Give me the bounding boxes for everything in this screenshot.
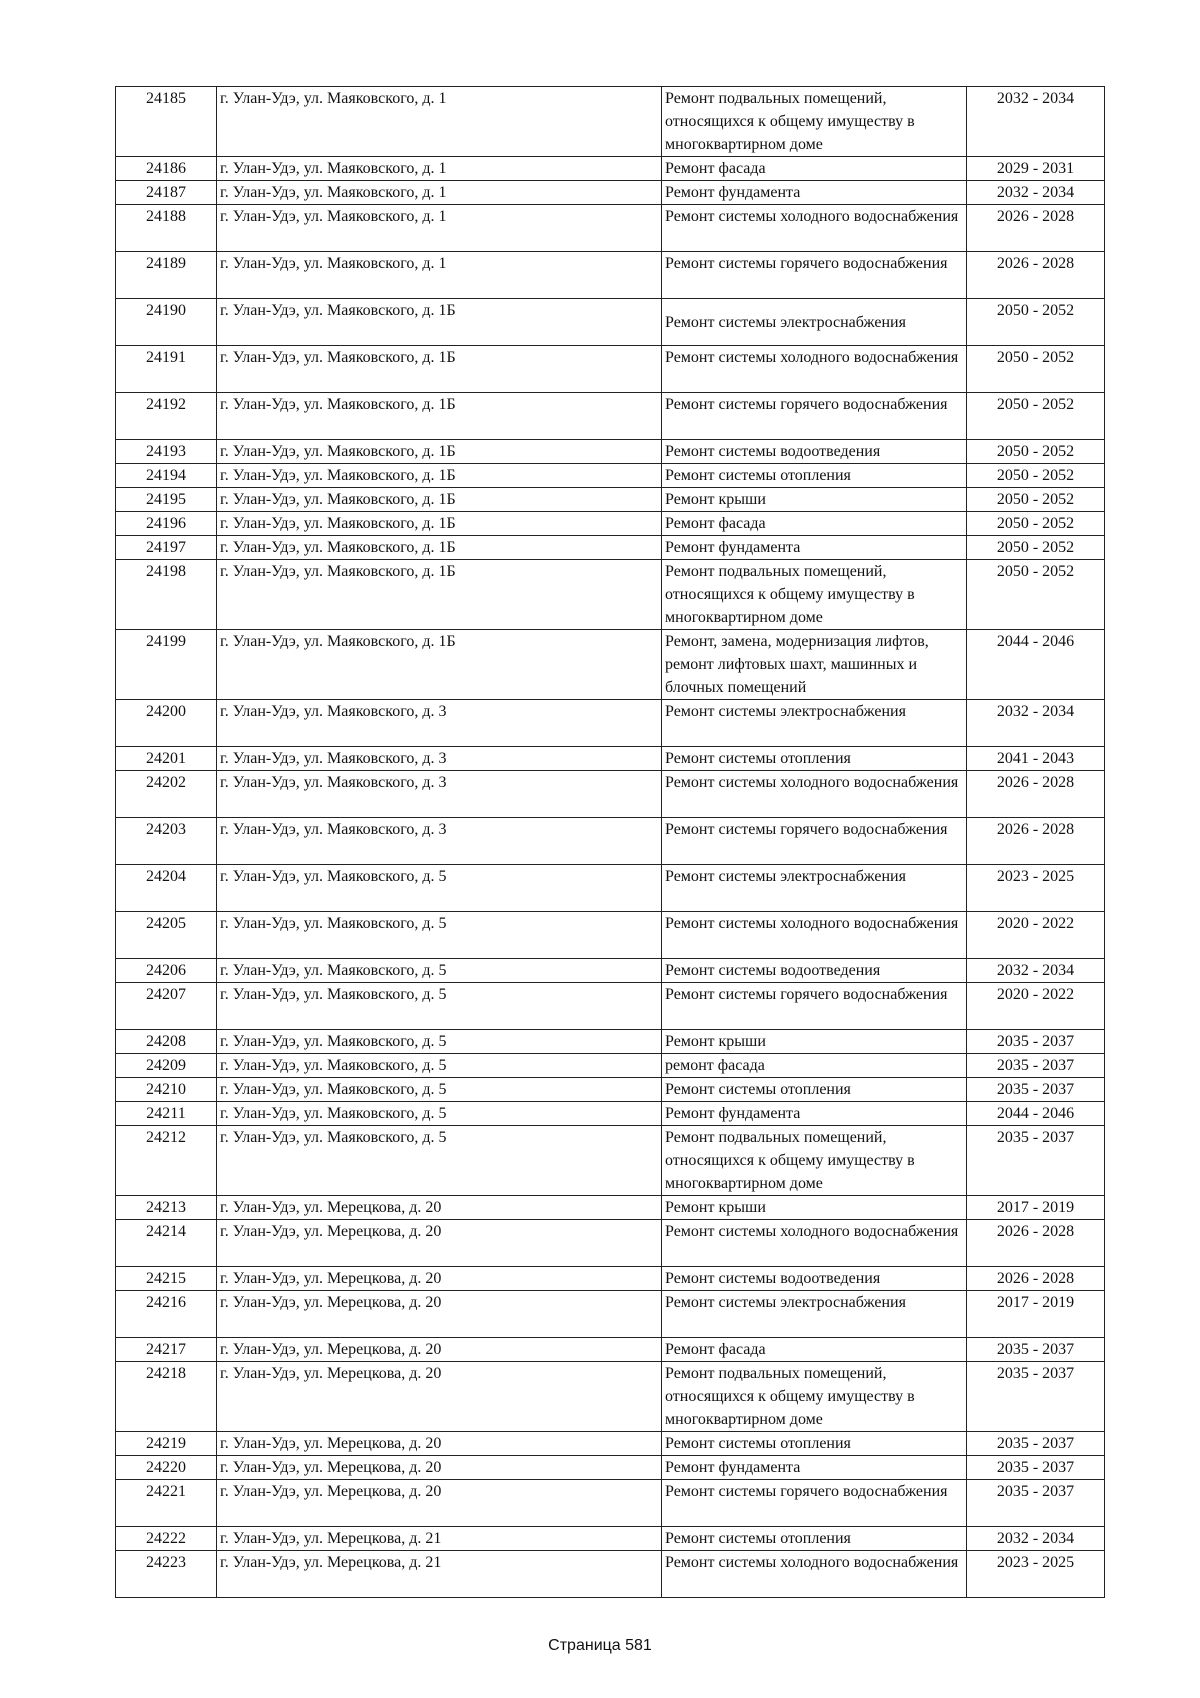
row-address-cell: г. Улан-Удэ, ул. Маяковского, д. 5 (217, 865, 662, 912)
row-id-cell: 24196 (116, 512, 217, 536)
row-address-cell: г. Улан-Удэ, ул. Мерецкова, д. 20 (217, 1291, 662, 1338)
row-work-cell: Ремонт фундамента (662, 1456, 967, 1480)
table-row (116, 1432, 1105, 1456)
table-row (116, 959, 1105, 983)
row-id-cell: 24221 (116, 1480, 217, 1527)
row-work-cell: Ремонт крыши (662, 1030, 967, 1054)
row-period-cell: 2044 - 2046 (967, 630, 1105, 700)
row-id-cell: 24211 (116, 1102, 217, 1126)
row-address-cell: г. Улан-Удэ, ул. Маяковского, д. 1Б (217, 464, 662, 488)
row-id-cell: 24200 (116, 700, 217, 747)
row-work-cell: Ремонт системы горячего водоснабжения (662, 1480, 967, 1527)
row-address-cell: г. Улан-Удэ, ул. Мерецкова, д. 20 (217, 1362, 662, 1432)
table-row (116, 393, 1105, 440)
row-period-cell: 2035 - 2037 (967, 1054, 1105, 1078)
row-work-cell: Ремонт системы водоотведения (662, 959, 967, 983)
row-address-cell: г. Улан-Удэ, ул. Маяковского, д. 1 (217, 181, 662, 205)
row-id-cell: 24208 (116, 1030, 217, 1054)
row-work-cell: Ремонт системы отопления (662, 747, 967, 771)
row-work-cell: Ремонт подвальных помещений, относящихся к общему имуществу в многоквартирном доме (662, 87, 967, 157)
row-address-cell: г. Улан-Удэ, ул. Мерецкова, д. 20 (217, 1338, 662, 1362)
row-id-cell: 24207 (116, 983, 217, 1030)
row-id-cell: 24209 (116, 1054, 217, 1078)
row-work-cell: Ремонт системы холодного водоснабжения (662, 771, 967, 818)
row-address-cell: г. Улан-Удэ, ул. Маяковского, д. 3 (217, 747, 662, 771)
row-work-cell: Ремонт фасада (662, 1338, 967, 1362)
table-row (116, 1078, 1105, 1102)
row-period-cell: 2050 - 2052 (967, 536, 1105, 560)
row-work-cell: ремонт фасада (662, 1054, 967, 1078)
row-address-cell: г. Улан-Удэ, ул. Маяковского, д. 1 (217, 157, 662, 181)
table-row (116, 1102, 1105, 1126)
row-id-cell: 24214 (116, 1220, 217, 1267)
row-work-cell: Ремонт фасада (662, 512, 967, 536)
table-body (116, 87, 1105, 1598)
row-id-cell: 24217 (116, 1338, 217, 1362)
row-work-cell: Ремонт системы электроснабжения (662, 865, 967, 912)
row-work-cell: Ремонт фундамента (662, 536, 967, 560)
row-period-cell: 2050 - 2052 (967, 393, 1105, 440)
row-period-cell: 2026 - 2028 (967, 1267, 1105, 1291)
row-address-cell: г. Улан-Удэ, ул. Маяковского, д. 5 (217, 1102, 662, 1126)
row-address-cell: г. Улан-Удэ, ул. Маяковского, д. 1Б (217, 512, 662, 536)
row-id-cell: 24192 (116, 393, 217, 440)
row-address-cell: г. Улан-Удэ, ул. Маяковского, д. 5 (217, 959, 662, 983)
row-period-cell: 2050 - 2052 (967, 346, 1105, 393)
table-row (116, 440, 1105, 464)
row-work-cell: Ремонт фундамента (662, 1102, 967, 1126)
row-work-cell: Ремонт, замена, модернизация лифтов, ремонт лифтовых шахт, машинных и блочных помещений (662, 630, 967, 700)
row-work-cell: Ремонт системы холодного водоснабжения (662, 1220, 967, 1267)
row-period-cell: 2035 - 2037 (967, 1338, 1105, 1362)
row-work-cell: Ремонт системы отопления (662, 464, 967, 488)
row-address-cell: г. Улан-Удэ, ул. Маяковского, д. 1 (217, 205, 662, 252)
table-row (116, 912, 1105, 959)
table-row (116, 1338, 1105, 1362)
row-address-cell: г. Улан-Удэ, ул. Маяковского, д. 1Б (217, 440, 662, 464)
row-address-cell: г. Улан-Удэ, ул. Маяковского, д. 5 (217, 1030, 662, 1054)
table-row (116, 1220, 1105, 1267)
row-address-cell: г. Улан-Удэ, ул. Маяковского, д. 5 (217, 1126, 662, 1196)
row-period-cell: 2035 - 2037 (967, 1480, 1105, 1527)
row-work-cell: Ремонт подвальных помещений, относящихся к общему имуществу в многоквартирном доме (662, 1362, 967, 1432)
row-period-cell: 2050 - 2052 (967, 560, 1105, 630)
row-id-cell: 24222 (116, 1527, 217, 1551)
table-row (116, 1362, 1105, 1432)
table-row (116, 252, 1105, 299)
row-address-cell: г. Улан-Удэ, ул. Маяковского, д. 1 (217, 252, 662, 299)
table-row (116, 1527, 1105, 1551)
row-id-cell: 24186 (116, 157, 217, 181)
row-address-cell: г. Улан-Удэ, ул. Маяковского, д. 1Б (217, 346, 662, 393)
row-work-cell: Ремонт системы водоотведения (662, 1267, 967, 1291)
row-id-cell: 24199 (116, 630, 217, 700)
table-row (116, 630, 1105, 700)
row-id-cell: 24213 (116, 1196, 217, 1220)
row-id-cell: 24204 (116, 865, 217, 912)
table-row (116, 700, 1105, 747)
row-period-cell: 2023 - 2025 (967, 1551, 1105, 1598)
row-id-cell: 24195 (116, 488, 217, 512)
row-work-cell: Ремонт системы отопления (662, 1432, 967, 1456)
row-address-cell: г. Улан-Удэ, ул. Маяковского, д. 1 (217, 87, 662, 157)
row-work-cell: Ремонт фундамента (662, 181, 967, 205)
row-id-cell: 24189 (116, 252, 217, 299)
table-row (116, 1126, 1105, 1196)
row-work-cell: Ремонт системы электроснабжения (662, 700, 967, 747)
row-address-cell: г. Улан-Удэ, ул. Маяковского, д. 5 (217, 1054, 662, 1078)
row-address-cell: г. Улан-Удэ, ул. Маяковского, д. 3 (217, 700, 662, 747)
row-period-cell: 2044 - 2046 (967, 1102, 1105, 1126)
row-period-cell: 2026 - 2028 (967, 252, 1105, 299)
row-period-cell: 2035 - 2037 (967, 1078, 1105, 1102)
row-id-cell: 24194 (116, 464, 217, 488)
row-address-cell: г. Улан-Удэ, ул. Маяковского, д. 5 (217, 983, 662, 1030)
row-work-cell: Ремонт системы водоотведения (662, 440, 967, 464)
row-id-cell: 24188 (116, 205, 217, 252)
row-id-cell: 24219 (116, 1432, 217, 1456)
row-work-cell: Ремонт крыши (662, 488, 967, 512)
row-work-cell: Ремонт подвальных помещений, относящихся к общему имуществу в многоквартирном доме (662, 1126, 967, 1196)
page-number: Страница 581 (548, 1637, 652, 1654)
row-id-cell: 24220 (116, 1456, 217, 1480)
table-row (116, 560, 1105, 630)
row-period-cell: 2050 - 2052 (967, 488, 1105, 512)
row-period-cell: 2032 - 2034 (967, 959, 1105, 983)
row-work-cell: Ремонт системы холодного водоснабжения (662, 912, 967, 959)
row-address-cell: г. Улан-Удэ, ул. Маяковского, д. 1Б (217, 536, 662, 560)
row-address-cell: г. Улан-Удэ, ул. Маяковского, д. 3 (217, 818, 662, 865)
row-id-cell: 24216 (116, 1291, 217, 1338)
row-period-cell: 2050 - 2052 (967, 464, 1105, 488)
row-period-cell: 2050 - 2052 (967, 440, 1105, 464)
row-period-cell: 2035 - 2037 (967, 1432, 1105, 1456)
row-id-cell: 24223 (116, 1551, 217, 1598)
row-period-cell: 2035 - 2037 (967, 1456, 1105, 1480)
row-id-cell: 24202 (116, 771, 217, 818)
row-work-cell: Ремонт системы горячего водоснабжения (662, 393, 967, 440)
row-address-cell: г. Улан-Удэ, ул. Мерецкова, д. 21 (217, 1527, 662, 1551)
table-row (116, 818, 1105, 865)
row-address-cell: г. Улан-Удэ, ул. Маяковского, д. 3 (217, 771, 662, 818)
row-id-cell: 24210 (116, 1078, 217, 1102)
row-period-cell: 2026 - 2028 (967, 771, 1105, 818)
row-work-cell: Ремонт системы горячего водоснабжения (662, 983, 967, 1030)
table-row (116, 1480, 1105, 1527)
table-row (116, 87, 1105, 157)
row-period-cell: 2026 - 2028 (967, 205, 1105, 252)
row-period-cell: 2026 - 2028 (967, 818, 1105, 865)
row-id-cell: 24212 (116, 1126, 217, 1196)
table-row (116, 536, 1105, 560)
row-address-cell: г. Улан-Удэ, ул. Мерецкова, д. 21 (217, 1551, 662, 1598)
row-address-cell: г. Улан-Удэ, ул. Мерецкова, д. 20 (217, 1220, 662, 1267)
row-address-cell: г. Улан-Удэ, ул. Маяковского, д. 5 (217, 912, 662, 959)
row-work-cell: Ремонт системы электроснабжения (662, 1291, 967, 1338)
row-address-cell: г. Улан-Удэ, ул. Мерецкова, д. 20 (217, 1267, 662, 1291)
table-row (116, 346, 1105, 393)
row-id-cell: 24197 (116, 536, 217, 560)
row-period-cell: 2023 - 2025 (967, 865, 1105, 912)
row-address-cell: г. Улан-Удэ, ул. Маяковского, д. 1Б (217, 630, 662, 700)
row-id-cell: 24190 (116, 299, 217, 346)
row-address-cell: г. Улан-Удэ, ул. Мерецкова, д. 20 (217, 1432, 662, 1456)
row-period-cell: 2035 - 2037 (967, 1126, 1105, 1196)
row-period-cell: 2035 - 2037 (967, 1030, 1105, 1054)
row-address-cell: г. Улан-Удэ, ул. Мерецкова, д. 20 (217, 1480, 662, 1527)
row-period-cell: 2032 - 2034 (967, 1527, 1105, 1551)
table-row (116, 1267, 1105, 1291)
row-work-cell: Ремонт системы холодного водоснабжения (662, 1551, 967, 1598)
row-address-cell: г. Улан-Удэ, ул. Маяковского, д. 1Б (217, 393, 662, 440)
row-work-cell: Ремонт системы горячего водоснабжения (662, 252, 967, 299)
row-address-cell: г. Улан-Удэ, ул. Маяковского, д. 1Б (217, 488, 662, 512)
table-row (116, 1551, 1105, 1598)
row-work-cell: Ремонт подвальных помещений, относящихся к общему имуществу в многоквартирном доме (662, 560, 967, 630)
repair-schedule-table (115, 86, 1105, 1598)
row-period-cell: 2050 - 2052 (967, 299, 1105, 346)
row-work-cell: Ремонт системы электроснабжения (662, 299, 967, 346)
row-work-cell: Ремонт фасада (662, 157, 967, 181)
row-work-cell: Ремонт системы горячего водоснабжения (662, 818, 967, 865)
row-address-cell: г. Улан-Удэ, ул. Маяковского, д. 5 (217, 1078, 662, 1102)
row-id-cell: 24203 (116, 818, 217, 865)
row-period-cell: 2032 - 2034 (967, 700, 1105, 747)
row-period-cell: 2026 - 2028 (967, 1220, 1105, 1267)
row-address-cell: г. Улан-Удэ, ул. Маяковского, д. 1Б (217, 299, 662, 346)
row-id-cell: 24191 (116, 346, 217, 393)
row-id-cell: 24215 (116, 1267, 217, 1291)
row-id-cell: 24201 (116, 747, 217, 771)
row-id-cell: 24193 (116, 440, 217, 464)
table-row (116, 1030, 1105, 1054)
table-row (116, 1291, 1105, 1338)
row-period-cell: 2017 - 2019 (967, 1196, 1105, 1220)
table-row (116, 1196, 1105, 1220)
row-address-cell: г. Улан-Удэ, ул. Мерецкова, д. 20 (217, 1196, 662, 1220)
table-row (116, 512, 1105, 536)
row-id-cell: 24198 (116, 560, 217, 630)
row-work-cell: Ремонт системы отопления (662, 1527, 967, 1551)
table-row (116, 771, 1105, 818)
row-address-cell: г. Улан-Удэ, ул. Маяковского, д. 1Б (217, 560, 662, 630)
table-row (116, 983, 1105, 1030)
row-period-cell: 2020 - 2022 (967, 983, 1105, 1030)
row-work-cell: Ремонт крыши (662, 1196, 967, 1220)
table-row (116, 747, 1105, 771)
table-row (116, 157, 1105, 181)
table-row (116, 464, 1105, 488)
table-row (116, 865, 1105, 912)
row-id-cell: 24205 (116, 912, 217, 959)
table-row (116, 181, 1105, 205)
row-period-cell: 2032 - 2034 (967, 87, 1105, 157)
table-row (116, 1054, 1105, 1078)
row-address-cell: г. Улан-Удэ, ул. Мерецкова, д. 20 (217, 1456, 662, 1480)
row-id-cell: 24206 (116, 959, 217, 983)
table-row (116, 205, 1105, 252)
row-period-cell: 2017 - 2019 (967, 1291, 1105, 1338)
row-id-cell: 24218 (116, 1362, 217, 1432)
row-work-cell: Ремонт системы отопления (662, 1078, 967, 1102)
table-row (116, 1456, 1105, 1480)
row-period-cell: 2032 - 2034 (967, 181, 1105, 205)
row-id-cell: 24185 (116, 87, 217, 157)
row-period-cell: 2029 - 2031 (967, 157, 1105, 181)
row-period-cell: 2050 - 2052 (967, 512, 1105, 536)
row-period-cell: 2020 - 2022 (967, 912, 1105, 959)
row-work-cell: Ремонт системы холодного водоснабжения (662, 205, 967, 252)
row-period-cell: 2035 - 2037 (967, 1362, 1105, 1432)
table-row (116, 488, 1105, 512)
row-period-cell: 2041 - 2043 (967, 747, 1105, 771)
row-id-cell: 24187 (116, 181, 217, 205)
table-row (116, 299, 1105, 346)
row-work-cell: Ремонт системы холодного водоснабжения (662, 346, 967, 393)
